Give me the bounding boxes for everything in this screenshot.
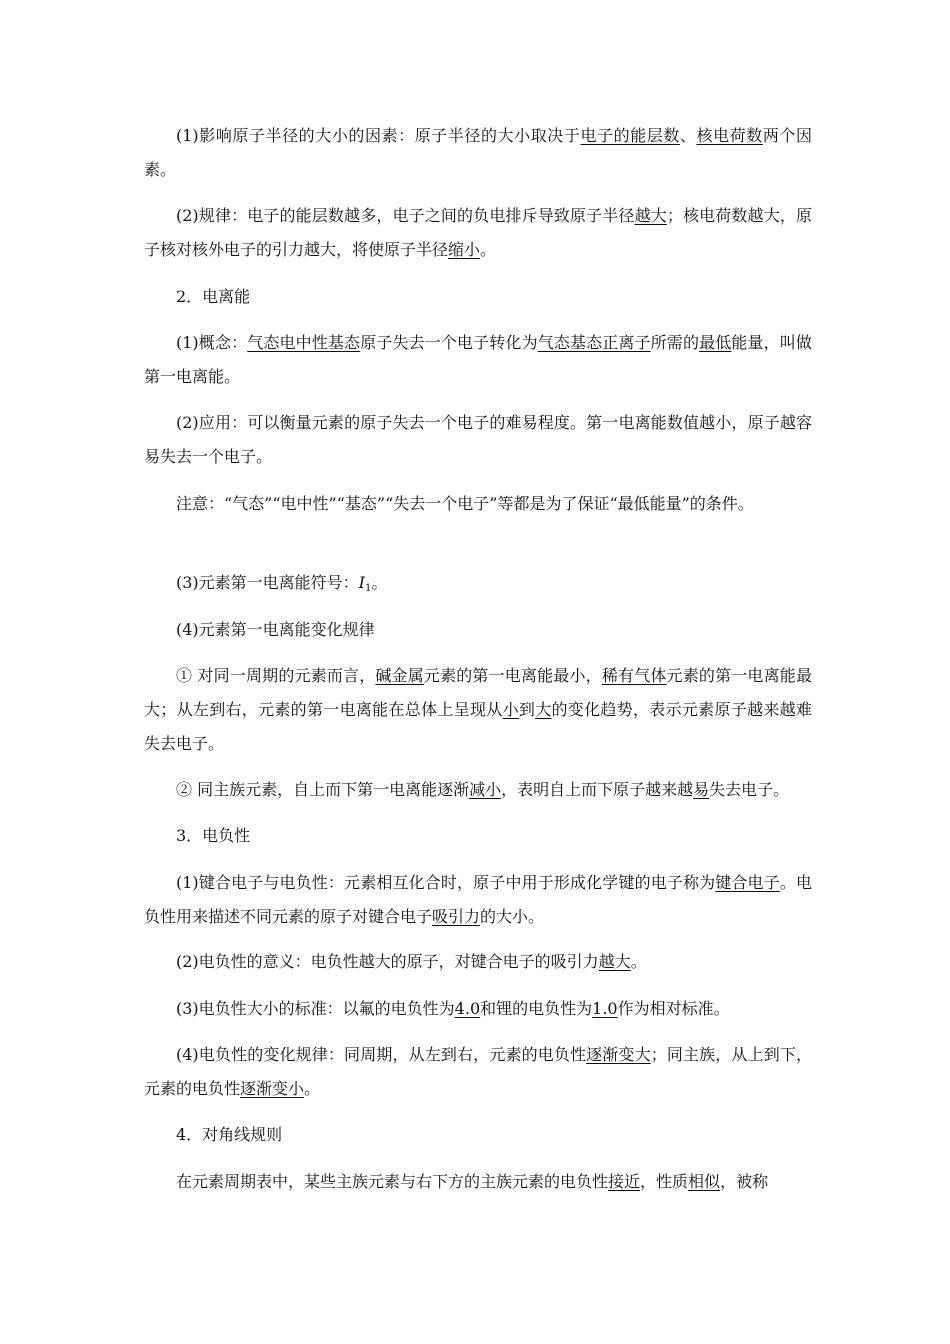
text-segment: (2)电负性的意义：电负性越大的原子，对键合电子的吸引力 <box>176 952 599 971</box>
text-segment: 的大小。 <box>480 907 545 926</box>
underlined-answer: 相似 <box>688 1172 721 1191</box>
text-segment: 。 <box>630 952 647 971</box>
text-segment: 注意：“气态”“电中性”“基态”“失去一个电子”等都是为了保证“最低能量”的条件。 <box>176 494 754 513</box>
text-segment: ；同主族，从上到下，元素的电负性 <box>144 1045 812 1098</box>
text-segment: 3．电负性 <box>176 826 251 845</box>
text-segment: 。 <box>480 240 497 259</box>
text-segment: (1)概念： <box>176 333 248 352</box>
text-segment: 、 <box>679 126 697 145</box>
text-segment: ，性质 <box>640 1172 689 1191</box>
text-segment: 在元素周期表中，某些主族元素与右下方的主族元素的电负性 <box>176 1172 609 1191</box>
underlined-answer: 越大 <box>598 952 631 971</box>
text-segment: 。电负性用来描述不同元素的原子对键合电子 <box>144 873 812 926</box>
paragraph-note <box>144 487 812 521</box>
text-segment: (1)影响原子半径的大小的因素：原子半径的大小取决于 <box>176 126 581 145</box>
text-segment: 原子失去一个电子转化为 <box>360 333 538 352</box>
text-segment: ，被称 <box>720 1172 769 1191</box>
symbol-italic: I <box>358 573 365 592</box>
text-segment: ；核电荷数越大，原子核对核外电子的引力越大，将使原子半径 <box>144 206 812 259</box>
paragraph-diagonal-rule <box>144 1165 812 1199</box>
text-segment: 。 <box>304 1079 321 1098</box>
text-segment: (4)元素第一电离能变化规律 <box>176 620 375 639</box>
paragraph-ionization-application <box>144 406 812 474</box>
underlined-answer: 碱金属 <box>375 666 424 685</box>
text-segment: (4)电负性的变化规律：同周期，从左到右，元素的电负性 <box>176 1045 587 1064</box>
text-segment: 失去电子。 <box>709 780 790 799</box>
text-segment: 到 <box>518 700 536 719</box>
underlined-answer: 气态电中性基态 <box>247 333 361 352</box>
paragraph-electronegativity-meaning <box>144 945 812 979</box>
paragraph-atomic-radius-factors <box>144 119 812 187</box>
text-segment: (2)规律：电子的能层数越多，电子之间的负电排斥导致原子半径 <box>176 206 635 225</box>
paragraph-atomic-radius-rule <box>144 199 812 267</box>
paragraph-bonding-electrons <box>144 866 812 934</box>
text-segment: 作为相对标准。 <box>617 999 730 1018</box>
underlined-answer: 易 <box>693 780 710 799</box>
text-segment: 所需的 <box>650 333 700 352</box>
paragraph-electronegativity-trend <box>144 1038 812 1106</box>
paragraph-group-trend <box>144 773 812 807</box>
symbol-subscript: 1 <box>365 583 372 594</box>
section-heading-electronegativity <box>144 819 812 853</box>
underlined-answer: 最低 <box>699 333 732 352</box>
underlined-answer: 键合电子 <box>715 873 780 892</box>
paragraph-period-trend <box>144 659 812 761</box>
underlined-answer: 逐渐变大 <box>586 1045 651 1064</box>
text-segment: 和锂的电负性为 <box>480 999 593 1018</box>
underlined-answer: 逐渐变小 <box>240 1079 305 1098</box>
underlined-answer: 缩小 <box>448 240 481 259</box>
text-segment: (2)应用：可以衡量元素的原子失去一个电子的难易程度。第一电离能数值越小，原子越容易失去一个电子。 <box>144 413 812 466</box>
text-segment: 。 <box>371 573 388 592</box>
text-segment: 4．对角线规则 <box>176 1125 283 1144</box>
underlined-answer: 电子的能层数 <box>580 126 680 145</box>
underlined-answer: 接近 <box>608 1172 641 1191</box>
underlined-answer: 1.0 <box>592 999 618 1018</box>
text-segment: ② 同主族元素，自上而下第一电离能逐渐 <box>176 780 470 799</box>
text-segment: 2．电离能 <box>176 287 251 306</box>
text-segment: 元素的第一电离能最大；从左到右，元素的第一电离能在总体上呈现从 <box>144 666 812 719</box>
section-heading-ionization-energy <box>144 280 812 314</box>
text-segment: 两个因素。 <box>144 126 812 179</box>
text-segment: 能量，叫做第一电离能。 <box>144 333 812 386</box>
underlined-answer: 稀有气体 <box>601 666 667 685</box>
underlined-answer: 大 <box>535 700 552 719</box>
paragraph-ionization-symbol <box>144 566 812 606</box>
text-segment: (1)键合电子与电负性：元素相互化合时，原子中用于形成化学键的电子称为 <box>176 873 716 892</box>
underlined-answer: 气态基态正离子 <box>537 333 651 352</box>
paragraph-ionization-concept <box>144 326 812 394</box>
underlined-answer: 小 <box>502 700 519 719</box>
underlined-answer: 4.0 <box>454 999 481 1018</box>
text-segment: 的变化趋势，表示元素原子越来越难失去电子。 <box>144 700 812 753</box>
paragraph-electronegativity-standard <box>144 992 812 1026</box>
paragraph-ionization-trend-heading <box>144 613 812 647</box>
section-heading-diagonal-rule <box>144 1118 812 1152</box>
underlined-answer: 越大 <box>634 206 667 225</box>
underlined-answer: 减小 <box>469 780 502 799</box>
underlined-answer: 核电荷数 <box>696 126 763 145</box>
text-segment: ，表明自上而下原子越来越 <box>501 780 694 799</box>
text-segment: (3)元素第一电离能符号： <box>176 573 359 592</box>
text-segment: 元素的第一电离能最小， <box>423 666 602 685</box>
underlined-answer: 吸引力 <box>432 907 481 926</box>
text-segment: (3)电负性大小的标准：以氟的电负性为 <box>176 999 455 1018</box>
text-segment: ① 对同一周期的元素而言， <box>176 666 376 685</box>
